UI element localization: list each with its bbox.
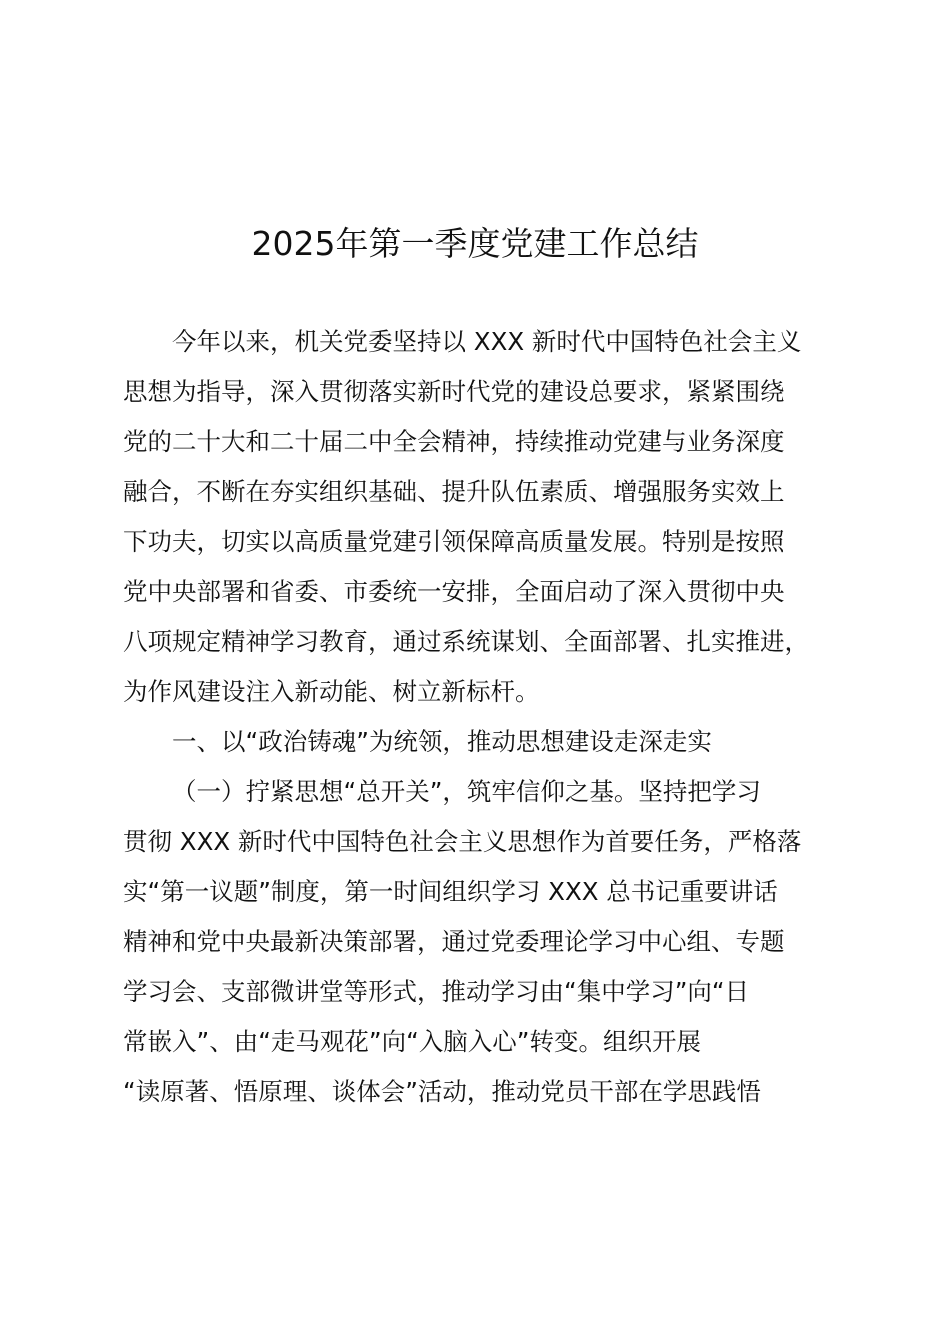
paragraph-line: 为作风建设注入新动能、树立新标杆。 (123, 677, 540, 706)
paragraph-line: 贯彻 XXX 新时代中国特色社会主义思想作为首要任务，严格落 (123, 827, 802, 856)
paragraph-line: 八项规定精神学习教育，通过系统谋划、全面部署、扎实推进， (123, 627, 809, 656)
paragraph-line: 常嵌入”、由“走马观花”向“入脑入心”转变。组织开展 (123, 1027, 701, 1056)
paragraph-line: 融合，不断在夯实组织基础、提升队伍素质、增强服务实效上 (123, 477, 785, 506)
paragraph-line: 党中央部署和省委、市委统一安排，全面启动了深入贯彻中央 (123, 577, 785, 606)
paragraph-line: （一）拧紧思想“总开关”，筑牢信仰之基。坚持把学习 (172, 777, 761, 806)
paragraph-line: 今年以来，机关党委坚持以 XXX 新时代中国特色社会主义 (172, 327, 802, 356)
paragraph-line: 党的二十大和二十届二中全会精神，持续推动党建与业务深度 (123, 427, 785, 456)
paragraph-line: “读原著、悟原理、谈体会”活动，推动党员干部在学思践悟 (123, 1077, 761, 1106)
document-title: 2025年第一季度党建工作总结 (251, 224, 699, 263)
paragraph-line: 实“第一议题”制度，第一时间组织学习 XXX 总书记重要讲话 (123, 877, 778, 906)
section-heading: 一、以“政治铸魂”为统领，推动思想建设走深走实 (172, 727, 712, 756)
paragraph-line: 学习会、支部微讲堂等形式，推动学习由“集中学习”向“日 (123, 977, 750, 1006)
paragraph-line: 下功夫，切实以高质量党建引领保障高质量发展。特别是按照 (123, 527, 785, 556)
paragraph-line: 精神和党中央最新决策部署，通过党委理论学习中心组、专题 (123, 927, 785, 956)
paragraph-line: 思想为指导，深入贯彻落实新时代党的建设总要求，紧紧围绕 (123, 377, 785, 406)
